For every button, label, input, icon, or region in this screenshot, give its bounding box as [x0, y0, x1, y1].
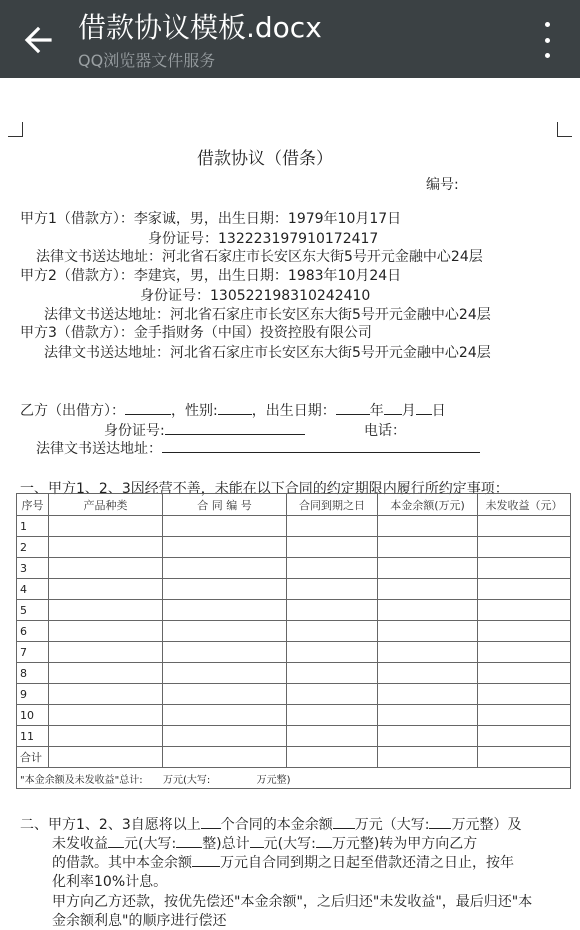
section-two-text: 整)总计 [202, 836, 250, 852]
section-two-text: 元(大写: [263, 836, 316, 852]
section-two-text: 万元自合同到期之日起至借款还清之日止，按年 [220, 855, 514, 871]
table-cell [478, 600, 571, 621]
table-cell [378, 558, 478, 579]
table-header-row [17, 494, 571, 516]
crop-mark [8, 122, 23, 137]
table-cell [49, 579, 163, 600]
table-cell [378, 516, 478, 537]
table-cell [163, 642, 287, 663]
table-cell [163, 558, 287, 579]
section-two-text: 元(大写: [124, 836, 177, 852]
table-cell [287, 726, 378, 747]
table-cell [287, 684, 378, 705]
table-cell [478, 663, 571, 684]
more-dot-icon [545, 53, 550, 58]
service-subtitle: QQ浏览器文件服务 [78, 51, 216, 70]
table-cell [287, 747, 378, 768]
row-number: 9 [17, 684, 49, 705]
blank [108, 833, 124, 848]
party-b-line [20, 400, 446, 420]
section-two-line-5: 甲方向乙方还款，按优先偿还"本金余额"，之后归还"未发收益"，最后归还"本 [52, 894, 533, 910]
party-a1-address: 法律文书送达地址：河北省石家庄市长安区东大街5号开元金融中心24层 [36, 249, 483, 265]
table-cell [163, 684, 287, 705]
table-cell [287, 663, 378, 684]
summary-cell [17, 768, 571, 789]
table-cell [478, 558, 571, 579]
table-row [17, 600, 571, 621]
blank [250, 833, 264, 848]
table-cell [378, 663, 478, 684]
section-two-text: 未发收益 [52, 836, 108, 852]
section-two-text: 万元整)转为甲方向乙方 [331, 836, 478, 852]
row-number: 合计 [17, 747, 49, 768]
table-cell [287, 558, 378, 579]
table-row [17, 705, 571, 726]
table-cell [163, 747, 287, 768]
title-block [78, 10, 508, 71]
table-cell [287, 642, 378, 663]
col-header: 产品种类 [49, 494, 163, 516]
agreement-title: 借款协议（借条） [197, 149, 333, 169]
section-two-text: 的借款。其中本金余额 [52, 855, 192, 871]
row-number: 6 [17, 621, 49, 642]
row-number: 8 [17, 663, 49, 684]
row-number: 1 [17, 516, 49, 537]
table-cell [49, 705, 163, 726]
table-cell [478, 642, 571, 663]
table-cell [478, 516, 571, 537]
section-two-text: 个合同的本金余额 [220, 817, 333, 833]
party-a1-info: 甲方1（借款方）：李家诚，男，出生日期：1979年10月17日 [20, 211, 402, 227]
app-header [0, 0, 580, 78]
table-cell [478, 747, 571, 768]
table-cell [163, 705, 287, 726]
more-dot-icon [545, 38, 550, 43]
row-number: 7 [17, 642, 49, 663]
back-button[interactable] [18, 20, 58, 60]
table-summary-row [17, 768, 571, 789]
table-row [17, 663, 571, 684]
document-page[interactable] [0, 78, 580, 929]
table-cell [49, 537, 163, 558]
table-cell [378, 747, 478, 768]
table-cell [49, 726, 163, 747]
table-row [17, 642, 571, 663]
section-two-line-3 [52, 852, 514, 872]
day-label: 日 [431, 403, 446, 419]
row-number: 5 [17, 600, 49, 621]
col-header: 序号 [17, 494, 49, 516]
section-two-line-6: 金余额利息"的顺序进行偿还 [52, 913, 227, 929]
contract-table [16, 493, 571, 789]
section-two-text: 二、甲方1、2、3自愿将以上 [20, 817, 201, 833]
row-number: 4 [17, 579, 49, 600]
table-cell [287, 516, 378, 537]
party-b-label: 乙方（出借方）： [20, 403, 125, 419]
col-header: 合 同 编 号 [163, 494, 287, 516]
table-cell [478, 579, 571, 600]
table-cell [49, 600, 163, 621]
table-cell [49, 621, 163, 642]
table-cell [49, 558, 163, 579]
blank [316, 833, 332, 848]
table-row [17, 621, 571, 642]
table-row [17, 684, 571, 705]
crop-mark [557, 122, 572, 137]
party-a3-info: 甲方3（借款方）：金手指财务（中国）投资控股有限公司 [20, 325, 372, 341]
table-cell [287, 705, 378, 726]
number-label: 编号: [426, 177, 459, 193]
blank [201, 814, 221, 829]
document-title: 借款协议模板.docx [78, 11, 322, 44]
section-two-line-2 [52, 833, 477, 853]
section-two-text: 万元整）及 [451, 817, 522, 833]
party-b-address-label: 法律文书送达地址： [36, 441, 162, 457]
table-cell [378, 621, 478, 642]
table-cell [478, 621, 571, 642]
month-blank [384, 400, 402, 415]
row-number: 3 [17, 558, 49, 579]
section-one-text: 一、甲方1、2、3因经营不善，未能在以下合同的约定期限内履行所约定事项： [20, 481, 509, 497]
party-a2-address: 法律文书送达地址：河北省石家庄市长安区东大街5号开元金融中心24层 [44, 307, 491, 323]
table-cell [287, 600, 378, 621]
table-row [17, 537, 571, 558]
table-cell [378, 705, 478, 726]
blank [176, 833, 202, 848]
table-cell [378, 726, 478, 747]
table-row [17, 579, 571, 600]
gender-label: ，性别: [171, 403, 218, 419]
more-dot-icon [545, 22, 550, 27]
row-number: 11 [17, 726, 49, 747]
table-cell [378, 600, 478, 621]
gender-blank [218, 400, 252, 415]
table-cell [378, 684, 478, 705]
table-row [17, 516, 571, 537]
summary-wan-label: 万元(大写: [162, 774, 211, 786]
address-blank [162, 438, 480, 453]
party-a1-id: 身份证号：132223197910172417 [148, 231, 379, 247]
table-cell [163, 600, 287, 621]
row-number: 10 [17, 705, 49, 726]
table-cell [163, 621, 287, 642]
section-two-line-1 [20, 814, 521, 834]
table-cell [49, 642, 163, 663]
back-arrow-icon [24, 26, 52, 54]
year-blank [336, 400, 370, 415]
table-cell [163, 516, 287, 537]
month-label: 月 [401, 403, 416, 419]
summary-label: "本金余额及未发收益"总计: [20, 774, 143, 786]
party-a2-info: 甲方2（借款方）：李建宾，男，出生日期：1983年10月24日 [20, 268, 402, 284]
table-cell [478, 705, 571, 726]
table-cell [49, 663, 163, 684]
table-cell [478, 537, 571, 558]
table-cell [478, 726, 571, 747]
year-label: 年 [369, 403, 384, 419]
col-header: 未发收益（元） [478, 494, 571, 516]
table-cell [287, 579, 378, 600]
table-cell [163, 579, 287, 600]
summary-total-label: 万元整) [256, 774, 291, 786]
table-cell [287, 537, 378, 558]
party-b-id-line [104, 420, 305, 440]
birth-label: ，出生日期： [251, 403, 336, 419]
blank [192, 852, 220, 867]
party-b-address-line [36, 438, 480, 458]
party-a2-id: 身份证号：130522198310242410 [140, 288, 371, 304]
table-cell [163, 537, 287, 558]
table-total-row [17, 747, 571, 768]
table-cell [49, 747, 163, 768]
table-cell [49, 516, 163, 537]
table-cell [378, 642, 478, 663]
table-cell [163, 663, 287, 684]
name-blank [125, 400, 171, 415]
table-row [17, 558, 571, 579]
blank [333, 814, 355, 829]
id-blank [165, 420, 305, 435]
blank [429, 814, 451, 829]
table-cell [378, 579, 478, 600]
col-header: 本金余额(万元) [378, 494, 478, 516]
party-b-id-label: 身份证号: [104, 423, 165, 439]
more-options-button[interactable] [536, 22, 558, 58]
row-number: 2 [17, 537, 49, 558]
section-two-line-4: 化利率10%计息。 [52, 874, 168, 890]
table-cell [478, 684, 571, 705]
table-cell [163, 726, 287, 747]
table-cell [378, 537, 478, 558]
section-two-text: 万元（大写: [354, 817, 430, 833]
table-cell [287, 621, 378, 642]
col-header: 合同到期之日 [287, 494, 378, 516]
party-a3-address: 法律文书送达地址：河北省石家庄市长安区东大街5号开元金融中心24层 [44, 345, 491, 361]
phone-label: 电话： [364, 423, 406, 439]
table-row [17, 726, 571, 747]
day-blank [416, 400, 432, 415]
table-cell [49, 684, 163, 705]
